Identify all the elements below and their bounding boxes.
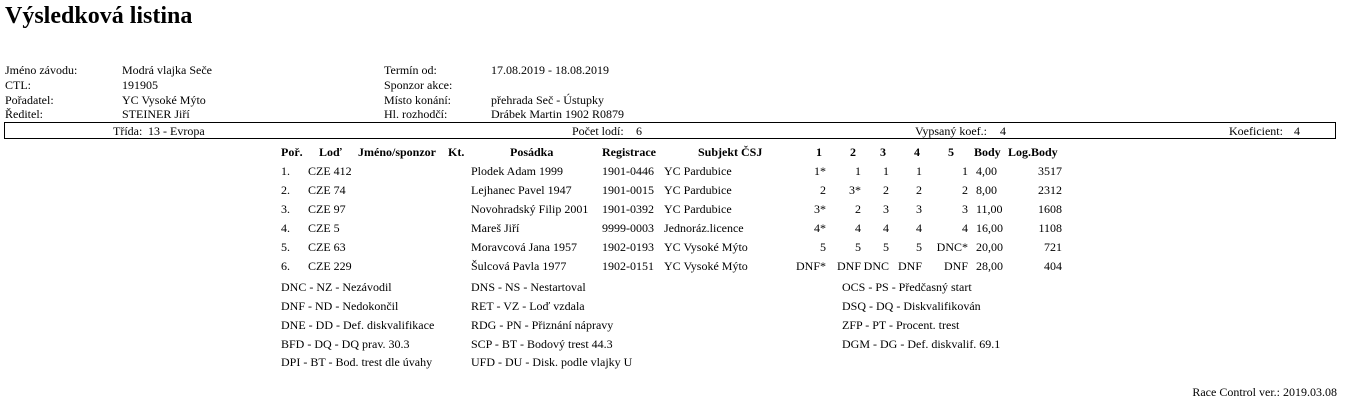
cell-boat: CZE 229 [308,259,352,273]
boat-count-value: 6 [636,124,642,138]
cell-race-5: 4 [962,221,968,235]
cell-race-4: DNF [897,259,922,273]
legend-item: DNF - ND - Nedokončil [281,299,399,313]
cell-crew: Šulcová Pavla 1977 [471,259,567,273]
cell-race-1: 1* [814,164,826,178]
cell-crew: Plodek Adam 1999 [471,164,563,178]
cell-race-5: 1 [962,164,968,178]
info-label-director: Ředitel: [5,107,43,121]
cell-position: 5. [281,240,290,254]
cell-registration: 1902-0151 [602,259,654,273]
version-footer: Race Control ver.: 2019.03.08 [1192,385,1337,399]
info-label-venue: Místo konání: [384,93,452,107]
legend-item: UFD - DU - Disk. podle vlajky U [471,355,633,369]
col-header-race-3: 3 [880,145,886,159]
cell-points: 8,00 [976,183,997,197]
cell-club: YC Vysoké Mýto [664,259,748,273]
cell-race-3: 2 [883,183,889,197]
legend-item: ZFP - PT - Procent. trest [842,318,960,332]
cell-registration: 1901-0015 [602,183,654,197]
legend-item: DPI - BT - Bod. trest dle úvahy [281,355,433,369]
cell-registration: 1902-0193 [602,240,654,254]
cell-club: YC Pardubice [664,202,732,216]
col-header-boat: Loď [319,145,342,159]
cell-race-2: 4 [855,221,861,235]
cell-club: YC Pardubice [664,164,732,178]
cell-race-1: 5 [820,240,826,254]
col-header-registration: Registrace [602,145,656,159]
cell-race-3: 1 [883,164,889,178]
cell-race-4: 1 [916,164,922,178]
col-header-race-2: 2 [850,145,856,159]
cell-position: 6. [281,259,290,273]
cell-log-points: 721 [1044,240,1062,254]
cell-registration: 1901-0446 [602,164,654,178]
cell-race-3: 5 [883,240,889,254]
legend-item: SCP - BT - Bodový trest 44.3 [471,337,613,351]
legend-item: DNC - NZ - Nezávodil [281,280,392,294]
col-header-log-points: Log.Body [1008,145,1058,159]
col-header-race-5: 5 [948,145,954,159]
info-label-sponsor: Sponzor akce: [384,78,453,92]
cell-race-4: 2 [916,183,922,197]
cell-club: YC Pardubice [664,183,732,197]
col-header-crew: Posádka [510,145,554,159]
legend-item: RDG - PN - Přiznání nápravy [471,318,614,332]
cell-points: 20,00 [976,240,1003,254]
cell-race-1: 3* [814,202,826,216]
cell-race-5: 2 [962,183,968,197]
legend-item: DGM - DG - Def. diskvalif. 69.1 [842,337,1001,351]
info-label-ctl: CTL: [5,78,31,92]
col-header-race-4: 4 [914,145,920,159]
cell-race-3: DNC [863,259,889,273]
cell-registration: 1901-0392 [602,202,654,216]
cell-race-2: DNF [836,259,861,273]
cell-race-4: 3 [916,202,922,216]
info-value-organizer: YC Vysoké Mýto [122,93,206,107]
cell-points: 28,00 [976,259,1003,273]
col-header-position: Poř. [281,145,303,159]
col-header-name-sponsor: Jméno/sponzor [358,145,436,159]
class-value: 13 - Evropa [148,124,205,138]
cell-points: 16,00 [976,221,1003,235]
cell-boat: CZE 97 [308,202,346,216]
cell-race-2: 3* [849,183,861,197]
info-value-judge: Drábek Martin 1902 R0879 [491,107,624,121]
info-label-organizer: Pořadatel: [5,93,54,107]
legend-item: RET - VZ - Loď vzdala [471,299,585,313]
legend-item: DSQ - DQ - Diskvalifikován [842,299,981,313]
col-header-kt: Kt. [448,145,465,159]
col-header-club: Subjekt ČSJ [698,145,763,159]
declared-coef-label: Vypsaný koef.: [915,124,987,138]
cell-position: 1. [281,164,290,178]
cell-position: 4. [281,221,290,235]
info-value-race-name: Modrá vlajka Seče [122,63,212,77]
class-label: Třída: [113,124,143,138]
cell-boat: CZE 5 [308,221,340,235]
info-value-ctl: 191905 [122,78,158,92]
cell-log-points: 1108 [1038,221,1062,235]
cell-race-1: 4* [814,221,826,235]
cell-points: 4,00 [976,164,997,178]
cell-boat: CZE 63 [308,240,346,254]
cell-race-2: 1 [855,164,861,178]
cell-club: Jednoráz.licence [664,221,744,235]
legend-item: OCS - PS - Předčasný start [842,280,972,294]
cell-log-points: 1608 [1038,202,1062,216]
cell-race-4: 4 [916,221,922,235]
cell-boat: CZE 74 [308,183,346,197]
cell-club: YC Vysoké Mýto [664,240,748,254]
cell-log-points: 2312 [1038,183,1062,197]
cell-log-points: 3517 [1038,164,1062,178]
cell-crew: Moravcová Jana 1957 [471,240,577,254]
cell-race-5: DNC* [936,240,968,254]
info-value-venue: přehrada Seč - Ústupky [491,93,604,107]
info-label-race-name: Jméno závodu: [5,63,78,77]
info-value-director: STEINER Jiří [122,107,190,121]
cell-race-1: 2 [820,183,826,197]
cell-boat: CZE 412 [308,164,352,178]
cell-race-5: 3 [962,202,968,216]
cell-position: 2. [281,183,290,197]
info-label-judge: Hl. rozhodčí: [384,107,448,121]
legend-item: BFD - DQ - DQ prav. 30.3 [281,337,410,351]
cell-crew: Mareš Jiří [471,221,520,235]
cell-race-2: 5 [855,240,861,254]
legend-item: DNE - DD - Def. diskvalifikace [281,318,435,332]
cell-position: 3. [281,202,290,216]
cell-points: 11,00 [976,202,1003,216]
cell-race-2: 2 [855,202,861,216]
coefficient-label: Koeficient: [1229,124,1283,138]
boat-count-label: Počet lodí: [572,124,624,138]
cell-race-4: 5 [916,240,922,254]
info-label-date: Termín od: [384,63,437,77]
coefficient-value: 4 [1294,124,1300,138]
cell-race-3: 4 [883,221,889,235]
cell-log-points: 404 [1044,259,1062,273]
cell-registration: 9999-0003 [602,221,654,235]
cell-crew: Lejhanec Pavel 1947 [471,183,572,197]
page-title: Výsledková listina [5,3,193,29]
declared-coef-value: 4 [1000,124,1006,138]
info-value-date: 17.08.2019 - 18.08.2019 [491,63,609,77]
col-header-race-1: 1 [816,145,822,159]
cell-crew: Novohradský Filip 2001 [471,202,589,216]
legend-item: DNS - NS - Nestartoval [471,280,586,294]
cell-race-3: 3 [883,202,889,216]
col-header-points: Body [974,145,1001,159]
cell-race-5: DNF [943,259,968,273]
cell-race-1: DNF* [795,259,826,273]
